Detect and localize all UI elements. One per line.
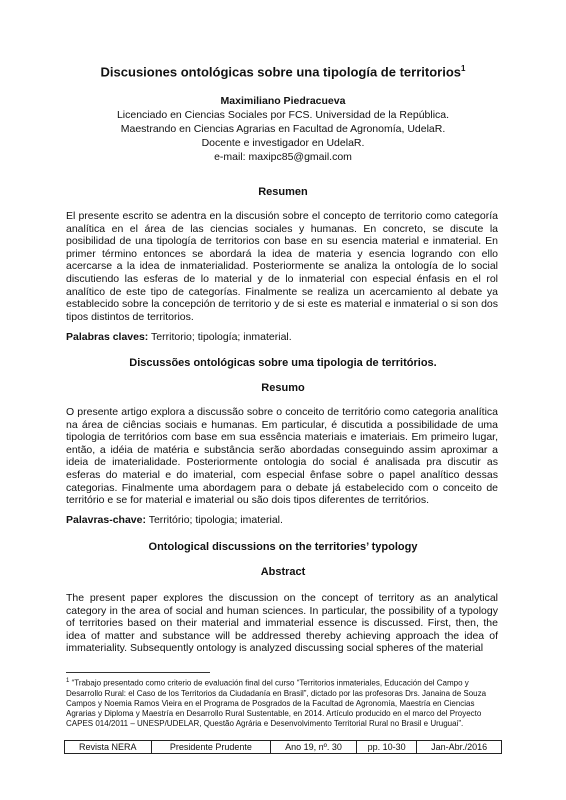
title-footnote-mark: 1	[461, 64, 466, 73]
portuguese-title: Discussões ontológicas sobre uma tipologia de territórios.	[129, 357, 437, 369]
abstract-heading: Abstract	[260, 566, 306, 578]
footnote-text: “Trabajo presentado como criterio de evaluación final del curso “Territorios inmateriales, Educación del Campo y Desarrollo Rural: el Caso de los Territorios da Ciudadanía en Brasil”, dictado por las profesoras Drs. Janaina de Souza Campos y Noemia Ramos Vieira en el Programa de Posgrados de la Facultad de Agronomía, Maestría en Ciencias Agrarias y Diploma y Maestría en Desarrollo Rural Sustentable, en 2014. Artículo producido en el marco del Proyecto CAPES 014/2011 – UNESP/UDELAR, Questão Agrária e Desenvolvimento Territorial Rural no Brasil e Uruguai”.	[66, 678, 487, 728]
author-affiliation-2: Maestrando en Ciencias Agrarias en Facultad de Agronomía, UdelaR.	[120, 123, 446, 135]
resumen-keywords	[66, 331, 498, 343]
journal-footer-table	[64, 740, 502, 754]
resumo-keywords-label: Palavras-chave:	[66, 514, 146, 526]
footnote-mark: 1	[66, 678, 70, 684]
footer-pages: pp. 10-30	[356, 741, 416, 754]
footer-city: Presidente Prudente	[151, 741, 271, 754]
resumo-keywords-values: Território; tipologia; imaterial.	[145, 514, 283, 526]
english-title: Ontological discussions on the territories’ typology	[148, 541, 418, 553]
author-block	[40, 94, 526, 164]
resumen-keywords-values: Territorio; tipología; inmaterial.	[148, 331, 292, 343]
resumen-heading: Resumen	[258, 186, 308, 198]
title-text: Discusiones ontológicas sobre una tipología de territorios	[100, 64, 461, 80]
footer-journal: Revista NERA	[65, 741, 152, 754]
author-name: Maximiliano Piedracueva	[220, 95, 346, 107]
footnote	[66, 676, 502, 729]
resumo-keywords	[66, 514, 498, 526]
footer-date: Jan-Abr./2016	[417, 741, 502, 754]
resumo-heading: Resumo	[261, 382, 305, 394]
footer-row	[65, 741, 502, 754]
footnote-divider	[66, 672, 210, 673]
abstract-text: The present paper explores the discussion on the concept of territory as an analytical category in the area of social and human sciences. In particular, the possibility of a typology of territories based on their material and immaterial essence is discussed. First, then, the idea of matter and substance will be addressed thereby achieving approach the idea of immateriality. Subsequently ontology is analyzed discussing social spheres of the material	[66, 592, 498, 655]
author-affiliation-3: Docente e investigador en UdelaR.	[201, 137, 365, 149]
resumen-text: El presente escrito se adentra en la discusión sobre el concepto de territorio como categoría analítica en el área de las ciencias sociales y humanas. En concreto, se discute la posibilidad de una tipología de territorios con base en su esencia material e inmaterial. En primer término entonces se abordará la idea de materia y esencia logrando con ello acercarse a la idea de inmaterialidad. Posteriormente se analiza la ontología de lo social discutiendo las esferas de lo material y de lo inmaterial con especial énfasis en el rol analítico de este tipo de categorías. Finalmente se realiza un acercamiento al debate ya establecido sobre la concepción de territorio y de si este es material e inmaterial o si son dos tipos distintos de territorios.	[66, 210, 498, 323]
author-email: e-mail: maxipc85@gmail.com	[214, 151, 352, 163]
paper-title	[40, 64, 526, 79]
footer-volume: Ano 19, nº. 30	[271, 741, 357, 754]
resumen-keywords-label: Palabras claves:	[66, 331, 149, 343]
author-affiliation-1: Licenciado en Ciencias Sociales por FCS. Universidad de la República.	[116, 109, 450, 121]
resumo-text: O presente artigo explora a discussão sobre o conceito de território como categoria analítica na área de ciências sociais e humanas. Em particular, é discutida a possibilidade de uma tipologia de territórios com base em sua essência materiais e imateriais. Em primeiro lugar, então, a idéia de matéria e substância serão abordadas conseguindo assim aproximar a ideia de imaterialidade. Posteriormente ontologia do social é analisada pra discutir as esferas do material e do imaterial, com especial ênfase sobre o papel analítico dessas categorias. Finalmente uma abordagem para o debate já estabelecido com o conceito de território e se for material e imaterial ou são dois tipos diferentes de territórios.	[66, 406, 498, 507]
